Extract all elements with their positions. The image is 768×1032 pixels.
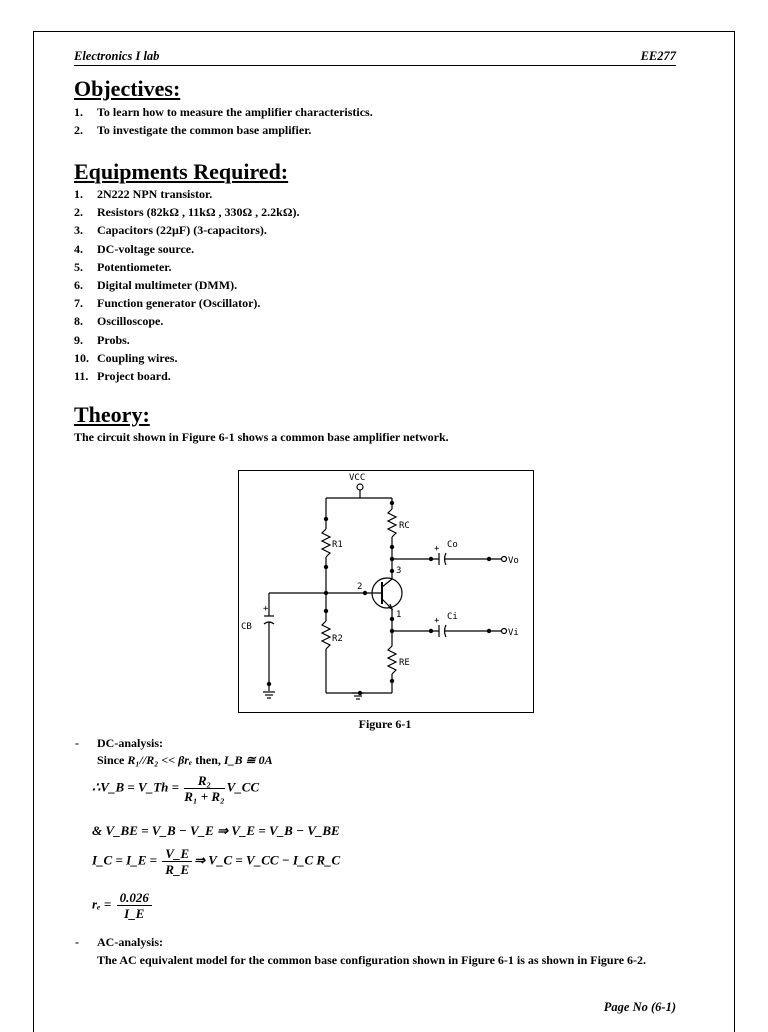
circuit-figure <box>238 470 534 713</box>
list-item-text: Coupling wires. <box>97 350 178 365</box>
dc-condition-prefix: Since <box>97 753 128 767</box>
list-item-text: Digital multimeter (DMM). <box>97 277 238 292</box>
list-item <box>74 203 299 221</box>
label-r2: R2 <box>332 634 343 644</box>
list-item <box>74 240 299 258</box>
label-r1: R1 <box>332 540 343 550</box>
common-base-circuit-diagram <box>239 471 533 712</box>
list-item-text: Capacitors (22µF) (3-capacitors). <box>97 223 267 238</box>
dc-condition-then: then, <box>192 753 224 767</box>
list-item-number: 8. <box>74 314 83 329</box>
list-item <box>74 185 299 203</box>
list-item <box>74 276 299 294</box>
label-ci-plus: + <box>434 616 440 626</box>
label-ci: Ci <box>447 612 458 622</box>
equipment-heading: Equipments Required: <box>74 159 289 184</box>
list-item <box>74 312 299 330</box>
equation-vb-lhs: ∴V_B = V_Th = <box>92 779 180 795</box>
label-pin2: 2 <box>357 582 363 592</box>
list-item-text: To learn how to measure the amplifier characteristics. <box>97 105 373 119</box>
list-item-number: 5. <box>74 259 83 274</box>
equation-re-denominator: I_E <box>124 906 145 921</box>
label-cb: CB <box>241 622 252 632</box>
label-pin3: 3 <box>396 566 402 576</box>
label-vo: Vo <box>508 556 519 566</box>
equation-re <box>92 890 154 921</box>
list-item-number: 2. <box>74 123 83 138</box>
dc-condition <box>97 753 273 768</box>
list-item <box>74 121 373 139</box>
list-item-text: To investigate the common base amplifier. <box>97 123 312 138</box>
ac-title: AC-analysis: <box>97 935 164 949</box>
header-course-title: Electronics I lab <box>74 49 160 63</box>
list-item-number: 7. <box>74 296 83 311</box>
list-item <box>74 221 299 239</box>
list-item-text: 2N222 NPN transistor. <box>97 187 213 201</box>
dc-bullet: - <box>75 736 79 750</box>
list-item <box>74 367 299 385</box>
equation-ic-tail: ⇒ V_C = V_CC − I_C R_C <box>194 852 341 868</box>
label-cb-plus: + <box>263 604 269 614</box>
label-re: RE <box>399 658 410 668</box>
equation-ic <box>92 846 340 877</box>
equation-ic-numerator: V_E <box>162 846 192 862</box>
equation-ic-denominator: R_E <box>165 862 190 877</box>
list-item-text: Project board. <box>97 368 171 383</box>
ac-bullet: - <box>75 935 79 949</box>
list-item-number: 6. <box>74 277 83 292</box>
list-item-number: 1. <box>74 187 83 201</box>
label-vi: Vi <box>508 628 519 638</box>
equipment-list <box>74 185 299 385</box>
equation-vb <box>92 773 259 804</box>
objectives-list <box>74 103 373 139</box>
figure-caption: Figure 6-1 <box>358 717 412 731</box>
list-item-number: 1. <box>74 105 83 119</box>
label-vcc: VCC <box>349 473 366 483</box>
equation-re-fraction <box>117 890 152 921</box>
list-item <box>74 258 299 276</box>
theory-intro: The circuit shown in Figure 6-1 shows a common base amplifier network. <box>74 430 449 444</box>
label-rc: RC <box>399 521 410 531</box>
list-item-number: 3. <box>74 223 83 238</box>
list-item-text: Resistors (82kΩ , 11kΩ , 330Ω , 2.2kΩ). <box>97 205 300 220</box>
dc-title: DC-analysis: <box>97 736 164 750</box>
list-item <box>74 294 299 312</box>
page-header <box>74 49 676 66</box>
list-item <box>74 103 373 121</box>
list-item-number: 9. <box>74 332 83 347</box>
objectives-heading: Objectives: <box>74 76 181 101</box>
list-item-number: 2. <box>74 205 83 220</box>
dc-condition-result: I_B ≅ 0A <box>223 753 273 767</box>
dc-condition-math: R₁//R₂ << βrₑ <box>127 753 193 767</box>
ac-description: The AC equivalent model for the common base configuration shown in Figure 6-1 is as shown in Figure 6-2. <box>97 953 647 967</box>
list-item-text: Oscilloscope. <box>97 314 164 329</box>
equation-vb-numerator: R₂ <box>184 773 224 789</box>
label-co: Co <box>447 540 458 550</box>
theory-heading: Theory: <box>74 402 150 427</box>
label-co-plus: + <box>434 544 440 554</box>
list-item-text: DC-voltage source. <box>97 241 195 256</box>
list-item-number: 11. <box>74 368 89 383</box>
list-item-text: Potentiometer. <box>97 259 172 274</box>
list-item-number: 4. <box>74 241 83 256</box>
equation-re-lhs: rₑ = <box>92 896 112 912</box>
list-item <box>74 349 299 367</box>
label-pin1: 1 <box>396 610 402 620</box>
equation-re-numerator: 0.026 <box>117 890 152 906</box>
equation-ic-fraction <box>162 846 192 877</box>
list-item-number: 10. <box>74 350 89 365</box>
list-item <box>74 331 299 349</box>
equation-vbe: & V_BE = V_B − V_E ⇒ V_E = V_B − V_BE <box>92 823 340 838</box>
page-number: Page No (6-1) <box>603 1000 676 1014</box>
equation-vb-denominator: R₁ + R₂ <box>184 789 225 804</box>
list-item-text: Function generator (Oscillator). <box>97 296 261 311</box>
equation-ic-lhs: I_C = I_E = <box>92 852 158 868</box>
header-course-code: EE277 <box>640 49 676 63</box>
equation-vb-tail: V_CC <box>226 779 260 795</box>
list-item-text: Probs. <box>97 332 130 347</box>
equation-vb-fraction <box>184 773 224 804</box>
